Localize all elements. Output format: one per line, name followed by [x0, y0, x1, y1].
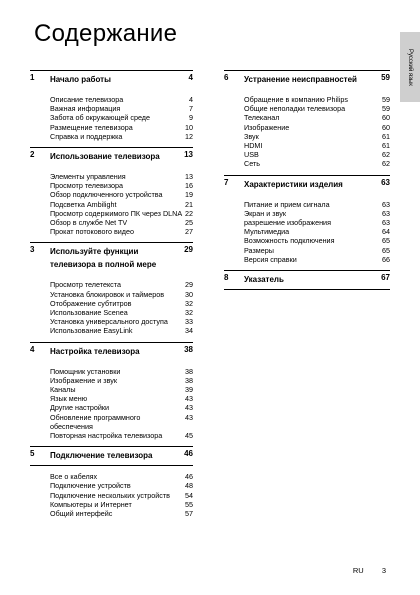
toc-item-page: 46 — [185, 472, 193, 482]
toc-item[interactable] — [244, 255, 390, 264]
toc-item[interactable] — [244, 95, 390, 104]
toc-item-title: Отображение субтитров — [50, 298, 132, 308]
toc-item[interactable] — [244, 113, 390, 122]
toc-item-page: 21 — [185, 199, 193, 209]
toc-item-page: 43 — [185, 403, 193, 413]
toc-item[interactable] — [244, 218, 390, 227]
toc-item[interactable] — [244, 132, 390, 141]
toc-item[interactable] — [50, 367, 193, 376]
toc-item-list — [30, 166, 193, 242]
toc-item-page: 12 — [185, 131, 193, 141]
toc-item-page: 7 — [189, 104, 193, 114]
toc-item[interactable] — [244, 104, 390, 113]
toc-item[interactable] — [50, 500, 193, 509]
toc-item[interactable] — [50, 172, 193, 181]
toc-item[interactable] — [50, 481, 193, 490]
section-title: Используйте функции телевизора в полной мере — [50, 247, 157, 270]
toc-item-title: Возможность подключения — [244, 236, 335, 246]
toc-item-title: Обзор подключенного устройства — [50, 190, 163, 200]
toc-item-page: 62 — [382, 150, 390, 160]
toc-item-title: Размещение телевизора — [50, 122, 133, 132]
toc-item[interactable] — [50, 509, 193, 518]
toc-item[interactable] — [50, 280, 193, 289]
toc-item-title: разрешение изображения — [244, 218, 331, 228]
toc-item[interactable] — [50, 227, 193, 236]
toc-item-page: 38 — [185, 366, 193, 376]
toc-item-page: 60 — [382, 122, 390, 132]
toc-section-heading[interactable] — [224, 70, 390, 89]
toc-item[interactable] — [50, 104, 193, 113]
toc-item-page: 43 — [185, 394, 193, 404]
footer-page-number: 3 — [381, 566, 386, 575]
toc-item[interactable] — [50, 394, 193, 403]
toc-item-page: 22 — [185, 208, 193, 218]
toc-item-title: Общий интерфейс — [50, 509, 113, 519]
toc-item[interactable] — [50, 431, 193, 440]
toc-item-title: Общие неполадки телевизора — [244, 104, 346, 114]
toc-item-list — [224, 194, 390, 270]
section-number: 6 — [224, 73, 229, 82]
toc-item[interactable] — [50, 413, 193, 431]
toc-item-page: 60 — [382, 113, 390, 123]
toc-item-list — [30, 361, 193, 447]
section-title: Настройка телевизора — [50, 346, 140, 356]
toc-item-title: Обновление программного обеспечения — [50, 412, 141, 431]
toc-item-title: Каналы — [50, 385, 76, 395]
section-number: 2 — [30, 150, 35, 160]
toc-item-page: 33 — [185, 317, 193, 327]
section-title: Начало работы — [50, 75, 111, 84]
toc-item-page: 4 — [189, 95, 193, 104]
toc-item-page: 65 — [382, 245, 390, 255]
toc-item-title: Подключение нескольких устройств — [50, 490, 170, 500]
toc-item-title: Изображение — [244, 122, 290, 132]
page-title: Содержание — [34, 20, 178, 47]
toc-item-page: 61 — [382, 131, 390, 141]
toc-item-page: 61 — [382, 141, 390, 151]
toc-item[interactable] — [244, 236, 390, 245]
toc-section-heading[interactable] — [30, 70, 193, 89]
toc-item[interactable] — [50, 123, 193, 132]
toc-item[interactable] — [50, 113, 193, 122]
toc-item[interactable] — [50, 190, 193, 199]
toc-item-list — [224, 89, 390, 175]
toc-item-page: 59 — [382, 104, 390, 114]
toc-item[interactable] — [50, 308, 193, 317]
toc-item-page: 66 — [382, 254, 390, 264]
toc-item[interactable] — [50, 209, 193, 218]
section-page: 67 — [381, 273, 390, 283]
toc-item[interactable] — [50, 299, 193, 308]
toc-item-list — [30, 274, 193, 341]
section-title: Использование телевизора — [50, 152, 160, 162]
section-number: 4 — [30, 344, 35, 354]
page-footer — [353, 566, 386, 575]
toc-item-title: Язык меню — [50, 394, 88, 404]
toc-item[interactable] — [244, 200, 390, 209]
toc-item-page: 27 — [185, 227, 193, 237]
section-title: Подключение телевизора — [50, 451, 153, 461]
toc-item[interactable] — [244, 227, 390, 236]
toc-item-page: 30 — [185, 289, 193, 299]
toc-item-page: 38 — [185, 375, 193, 385]
toc-item-page: 59 — [382, 95, 390, 104]
toc-item-page: 63 — [382, 208, 390, 218]
toc-item-title: Обзор в службе Net TV — [50, 218, 128, 228]
toc-item-page: 34 — [185, 326, 193, 336]
toc-item-title: Компьютеры и Интернет — [50, 499, 132, 509]
toc-item-page: 32 — [185, 298, 193, 308]
toc-item-title: Мультимедиа — [244, 227, 290, 237]
toc-item-title: Питание и прием сигнала — [244, 199, 330, 209]
section-number: 5 — [30, 449, 35, 459]
toc-item-page: 45 — [185, 431, 193, 441]
toc-item-page: 57 — [185, 509, 193, 519]
toc-item-title: Версия справки — [244, 254, 297, 264]
toc-item-page: 32 — [185, 308, 193, 318]
toc-item-page: 63 — [382, 218, 390, 228]
toc-item-title: Изображение и звук — [50, 375, 117, 385]
toc-item-list — [30, 466, 193, 524]
toc-item-page: 48 — [185, 481, 193, 491]
toc-item[interactable] — [50, 132, 193, 141]
toc-section-heading[interactable] — [30, 147, 193, 166]
toc-item-page: 9 — [189, 113, 193, 123]
toc-section-heading[interactable] — [224, 175, 390, 194]
toc-item-title: Все о кабелях — [50, 472, 98, 482]
toc-item-title: Повторная настройка телевизора — [50, 431, 163, 441]
toc-item-title: Важная информация — [50, 104, 121, 114]
toc-item-title: Звук — [244, 131, 259, 141]
toc-item-page: 55 — [185, 499, 193, 509]
toc-item-title: Описание телевизора — [50, 95, 124, 104]
toc-item-page: 63 — [382, 199, 390, 209]
toc-item-page: 16 — [185, 181, 193, 191]
toc-item[interactable] — [50, 472, 193, 481]
toc-item[interactable] — [50, 491, 193, 500]
toc-item-title: Обращение в компанию Philips — [244, 95, 348, 104]
section-page: 4 — [188, 73, 193, 82]
section-title: Характеристики изделия — [244, 179, 343, 189]
section-page: 63 — [381, 177, 390, 187]
toc-left-column — [30, 70, 193, 524]
section-page: 38 — [184, 344, 193, 354]
toc-item-page: 65 — [382, 236, 390, 246]
toc-item[interactable] — [244, 123, 390, 132]
language-side-tab — [400, 32, 420, 102]
toc-section-heading[interactable] — [224, 270, 390, 290]
toc-section-heading[interactable] — [30, 342, 193, 361]
toc-item-title: HDMI — [244, 141, 263, 151]
toc-right-column — [224, 70, 390, 290]
toc-item[interactable] — [50, 385, 193, 394]
toc-item-page: 54 — [185, 490, 193, 500]
toc-item-page: 43 — [185, 412, 193, 422]
toc-item-page: 64 — [382, 227, 390, 237]
toc-item-title: Элементы управления — [50, 172, 126, 182]
section-title: Устранение неисправностей — [244, 75, 357, 84]
toc-item-title: Другие настройки — [50, 403, 110, 413]
toc-item[interactable] — [50, 95, 193, 104]
toc-item-page: 62 — [382, 159, 390, 169]
toc-section-heading[interactable] — [30, 242, 193, 274]
section-number: 8 — [224, 273, 229, 283]
section-page: 29 — [184, 245, 193, 255]
toc-item-title: Справка и поддержка — [50, 131, 123, 141]
toc-item-title: Просмотр телевизора — [50, 181, 124, 191]
toc-item-title: Прокат потокового видео — [50, 227, 134, 237]
language-tab-label: Русский язык — [407, 48, 413, 86]
toc-item-title: Размеры — [244, 245, 274, 255]
toc-item[interactable] — [244, 159, 390, 168]
toc-item-title: Установка блокировок и таймеров — [50, 289, 165, 299]
toc-item[interactable] — [244, 150, 390, 159]
toc-item-page: 25 — [185, 218, 193, 228]
toc-item[interactable] — [244, 209, 390, 218]
toc-item[interactable] — [50, 218, 193, 227]
toc-item-title: Подсветка Ambilight — [50, 199, 117, 209]
toc-item-title: Сеть — [244, 159, 260, 169]
toc-item-page: 10 — [185, 122, 193, 132]
toc-item-title: Использование EasyLink — [50, 326, 133, 336]
section-number: 7 — [224, 177, 229, 187]
footer-language: RU — [352, 566, 364, 575]
section-page: 59 — [381, 73, 390, 82]
toc-item-title: Экран и звук — [244, 208, 286, 218]
toc-item-title: Просмотр телетекста — [50, 280, 121, 290]
section-page: 46 — [184, 449, 193, 459]
toc-item[interactable] — [50, 317, 193, 326]
section-page: 13 — [184, 150, 193, 160]
toc-item[interactable] — [50, 290, 193, 299]
toc-item[interactable] — [50, 376, 193, 385]
section-title: Указатель — [244, 275, 284, 285]
toc-item-page: 39 — [185, 385, 193, 395]
toc-section-heading[interactable] — [30, 446, 193, 466]
toc-item[interactable] — [244, 246, 390, 255]
toc-item[interactable] — [50, 326, 193, 335]
toc-item[interactable] — [50, 200, 193, 209]
toc-item-title: Забота об окружающей среде — [50, 113, 151, 123]
toc-item-page: 19 — [185, 190, 193, 200]
toc-item-page: 29 — [185, 280, 193, 290]
toc-item-title: Использование Scenea — [50, 308, 128, 318]
toc-item-title: Просмотр содержимого ПК через DLNA — [50, 208, 183, 218]
toc-item-title: Подключение устройств — [50, 481, 131, 491]
toc-item-title: Помощник установки — [50, 366, 121, 376]
toc-item-title: Установка универсального доступа — [50, 317, 168, 327]
toc-item-list — [30, 89, 193, 147]
section-number: 1 — [30, 73, 35, 82]
toc-item[interactable] — [50, 403, 193, 412]
section-number: 3 — [30, 245, 35, 255]
toc-item[interactable] — [50, 181, 193, 190]
toc-item-title: USB — [244, 150, 259, 160]
toc-item[interactable] — [244, 141, 390, 150]
toc-item-title: Телеканал — [244, 113, 280, 123]
toc-item-page: 13 — [185, 172, 193, 182]
